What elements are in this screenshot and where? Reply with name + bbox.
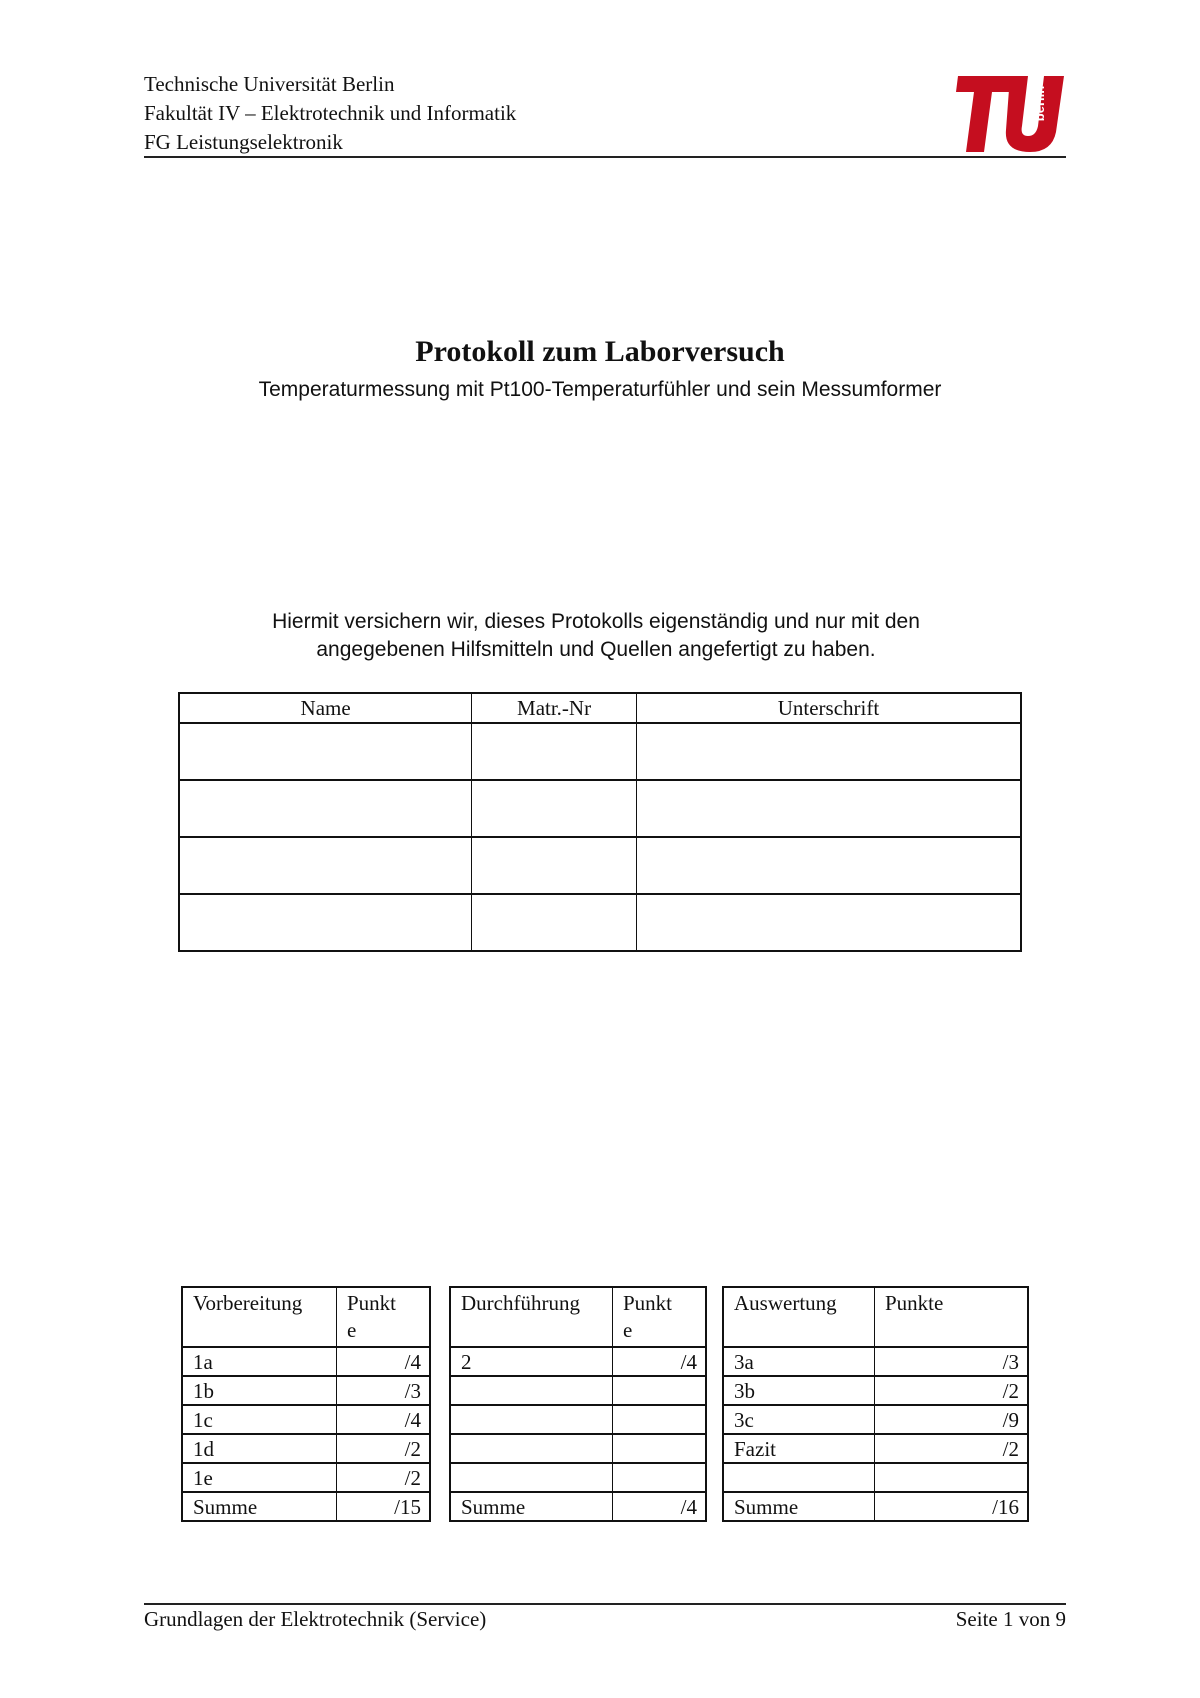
score-value: /2 (337, 1463, 431, 1492)
score-label: 1e (182, 1463, 337, 1492)
score-value (613, 1434, 707, 1463)
page-subtitle: Temperaturmessung mit Pt100-Temperaturfühler und sein Messumformer (258, 378, 942, 401)
matrikel-cell[interactable] (472, 894, 637, 951)
name-cell[interactable] (179, 837, 472, 894)
score-total-value: /4 (613, 1492, 707, 1521)
score-header-points: Punkte (337, 1287, 431, 1347)
score-table-execution (449, 1286, 707, 1522)
score-total-value: /15 (337, 1492, 431, 1521)
faculty-name: Fakultät IV – Elektrotechnik und Informatik (144, 101, 517, 125)
score-label: 3b (723, 1376, 875, 1405)
signature-cell[interactable] (636, 723, 1021, 780)
score-value: /4 (613, 1347, 707, 1376)
signature-table (178, 692, 1022, 952)
score-total-label: Summe (723, 1492, 875, 1521)
score-label (723, 1463, 875, 1492)
score-value: /4 (337, 1347, 431, 1376)
department-name: FG Leistungselektronik (144, 130, 343, 154)
score-table-preparation (181, 1286, 431, 1522)
signature-cell[interactable] (636, 780, 1021, 837)
score-label: 1b (182, 1376, 337, 1405)
score-label (450, 1376, 613, 1405)
score-label: 1a (182, 1347, 337, 1376)
signature-cell[interactable] (636, 837, 1021, 894)
score-header-points: Punkte (613, 1287, 707, 1347)
score-value (613, 1463, 707, 1492)
score-value (613, 1405, 707, 1434)
score-value: /2 (337, 1434, 431, 1463)
logo-wordmark: berlin (1032, 85, 1048, 122)
score-label: 1d (182, 1434, 337, 1463)
score-value (613, 1376, 707, 1405)
name-cell[interactable] (179, 894, 472, 951)
matrikel-cell[interactable] (472, 780, 637, 837)
score-value (875, 1463, 1029, 1492)
header-rule (144, 156, 1066, 158)
score-label (450, 1405, 613, 1434)
signature-row (179, 780, 1021, 837)
matrikel-cell[interactable] (472, 837, 637, 894)
score-label (450, 1434, 613, 1463)
score-header-points: Punkte (875, 1287, 1029, 1347)
score-total-value: /16 (875, 1492, 1029, 1521)
column-header-matrikel: Matr.-Nr (472, 693, 637, 723)
score-total-label: Summe (450, 1492, 613, 1521)
signature-header-row (179, 693, 1021, 723)
score-label: 3c (723, 1405, 875, 1434)
score-header-label: Durchführung (450, 1287, 613, 1347)
score-label: 3a (723, 1347, 875, 1376)
name-cell[interactable] (179, 780, 472, 837)
score-value: /3 (337, 1376, 431, 1405)
declaration-text: Hiermit versichern wir, dieses Protokolls eigenständig und nur mit den angegebenen Hilfsmitteln und Quellen angefertigt zu haben. (272, 610, 920, 661)
page-title: Protokoll zum Laborversuch (415, 335, 785, 368)
score-label: 1c (182, 1405, 337, 1434)
score-value: /3 (875, 1347, 1029, 1376)
page-header (144, 70, 516, 157)
footer-course-title: Grundlagen der Elektrotechnik (Service) (144, 1607, 487, 1631)
column-header-signature: Unterschrift (636, 693, 1021, 723)
matrikel-cell[interactable] (472, 723, 637, 780)
footer-page-number: Seite 1 von 9 (955, 1607, 1066, 1631)
signature-cell[interactable] (636, 894, 1021, 951)
score-value: /4 (337, 1405, 431, 1434)
footer-rule (144, 1603, 1066, 1605)
score-value: /2 (875, 1434, 1029, 1463)
score-label (450, 1463, 613, 1492)
university-name: Technische Universität Berlin (144, 72, 395, 96)
signature-row (179, 894, 1021, 951)
score-label: 2 (450, 1347, 613, 1376)
score-label: Fazit (723, 1434, 875, 1463)
score-header-label: Vorbereitung (182, 1287, 337, 1347)
score-total-label: Summe (182, 1492, 337, 1521)
score-table-evaluation (722, 1286, 1029, 1522)
column-header-name: Name (179, 693, 472, 723)
signature-row (179, 837, 1021, 894)
signature-row (179, 723, 1021, 780)
score-header-label: Auswertung (723, 1287, 875, 1347)
score-value: /2 (875, 1376, 1029, 1405)
name-cell[interactable] (179, 723, 472, 780)
score-value: /9 (875, 1405, 1029, 1434)
